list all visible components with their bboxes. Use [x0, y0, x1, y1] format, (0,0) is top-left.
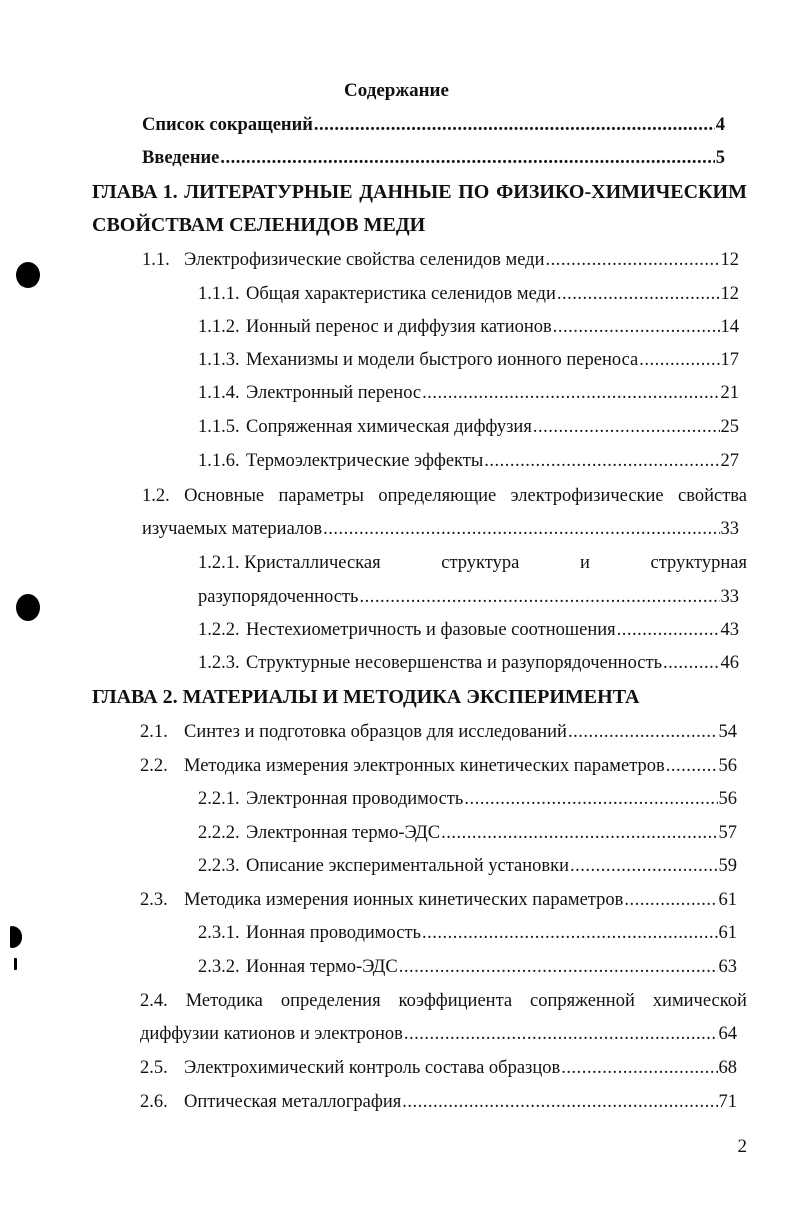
toc-entry-2-5	[140, 1056, 737, 1080]
toc-entry-text: Термоэлектрические эффекты	[246, 451, 484, 471]
toc-entry-text: Оптическая металлография	[184, 1092, 402, 1112]
toc-entry-2-2-1	[198, 787, 737, 811]
dot-leader	[553, 315, 720, 339]
toc-word: структурная	[650, 553, 747, 573]
dot-leader	[441, 821, 717, 845]
toc-word: Основные	[184, 486, 265, 506]
toc-page-number: 4	[715, 115, 725, 135]
toc-page-number: 63	[718, 957, 737, 977]
toc-section-number: 1.2.2.	[198, 620, 240, 640]
toc-page-number: 33	[720, 519, 739, 539]
toc-page-number: 17	[720, 350, 739, 370]
toc-entry-text: Нестехиометричность и фазовые соотношения	[246, 620, 616, 640]
toc-section-number: 2.5.	[140, 1058, 168, 1078]
dot-leader	[533, 415, 720, 439]
toc-entry-1-2-3	[198, 651, 739, 675]
toc-entry-text: разупорядоченность	[198, 587, 359, 607]
dot-leader	[545, 248, 719, 272]
toc-entry-text: Ионная термо-ЭДС	[246, 957, 398, 977]
toc-section-number: 2.2.3.	[198, 856, 240, 876]
toc-page-number: 12	[720, 250, 739, 270]
toc-page-number: 25	[720, 417, 739, 437]
toc-entry-text: Описание экспериментальной установки	[246, 856, 569, 876]
toc-entry-1-1	[142, 248, 739, 272]
dot-leader	[359, 585, 719, 609]
toc-entry-1-1-3	[198, 348, 739, 372]
binder-hole-mark	[16, 262, 40, 288]
toc-page-number: 5	[715, 148, 725, 168]
heading-word: ДАННЫЕ	[359, 181, 452, 203]
toc-entry-1-2-2	[198, 618, 739, 642]
heading-word: ПО	[458, 181, 490, 203]
toc-section-number: 1.1.3.	[198, 350, 240, 370]
dot-leader	[557, 282, 720, 306]
toc-entry-text: Электронный перенос	[246, 383, 422, 403]
toc-entry-2-2-3	[198, 854, 737, 878]
chapter-1-heading-line2: СВОЙСТВАМ СЕЛЕНИДОВ МЕДИ	[92, 214, 426, 236]
scan-speck	[14, 958, 17, 970]
toc-section-number: 1.1.4.	[198, 383, 240, 403]
dot-leader	[570, 854, 718, 878]
dot-leader	[617, 618, 720, 642]
toc-entry-2-2	[140, 754, 737, 778]
toc-page-number: 46	[720, 653, 739, 673]
toc-entry-text: Синтез и подготовка образцов для исследований	[184, 722, 567, 742]
toc-entry-2-2-2	[198, 821, 737, 845]
toc-section-number: 2.2.1.	[198, 789, 240, 809]
dot-leader	[639, 348, 719, 372]
dot-leader	[402, 1090, 717, 1114]
toc-word: параметры	[278, 486, 364, 506]
toc-entry-text: Электрохимический контроль состава образцов	[184, 1058, 561, 1078]
toc-entry-text: Электронная проводимость	[246, 789, 464, 809]
toc-entry-text: Сопряженная химическая диффузия	[246, 417, 532, 437]
toc-entry-text: Методика измерения электронных кинетических параметров	[184, 756, 665, 776]
toc-entry-2-4-line2	[140, 1022, 737, 1046]
toc-section-number: 2.6.	[140, 1092, 168, 1112]
toc-word: химической	[652, 991, 747, 1011]
page-number: 2	[737, 1136, 747, 1157]
toc-section-number: 1.2.3.	[198, 653, 240, 673]
toc-entry-2-3	[140, 888, 737, 912]
toc-entry-1-1-2	[198, 315, 739, 339]
dot-leader	[561, 1056, 717, 1080]
dot-leader	[624, 888, 717, 912]
toc-entry-abbreviations	[142, 113, 725, 137]
toc-page-number: 71	[718, 1092, 737, 1112]
toc-section-number: 1.1.	[142, 250, 170, 270]
toc-page-number: 43	[720, 620, 739, 640]
binder-hole-mark	[10, 926, 22, 948]
toc-entry-text: Ионный перенос и диффузия катионов	[246, 317, 552, 337]
dot-leader	[314, 113, 715, 137]
toc-page-number: 59	[718, 856, 737, 876]
toc-entry-1-1-4	[198, 381, 739, 405]
toc-entry-introduction	[142, 146, 725, 170]
toc-page-number: 57	[718, 823, 737, 843]
dot-leader	[568, 720, 718, 744]
dot-leader	[220, 146, 714, 170]
toc-word: и	[579, 553, 590, 573]
heading-word: ГЛАВА 1.	[92, 181, 178, 203]
toc-entry-text: Электрофизические свойства селенидов меди	[184, 250, 545, 270]
toc-entry-text: изучаемых материалов	[142, 519, 323, 539]
toc-entry-2-6	[140, 1090, 737, 1114]
toc-entry-text: Структурные несовершенства и разупорядоченность	[246, 653, 663, 673]
toc-page-number: 64	[718, 1024, 737, 1044]
toc-entry-text: диффузии катионов и электронов	[140, 1024, 403, 1044]
dot-leader	[399, 955, 718, 979]
dot-leader	[663, 651, 719, 675]
toc-entry-text: Общая характеристика селенидов меди	[246, 284, 556, 304]
toc-page-number: 14	[720, 317, 739, 337]
dot-leader	[404, 1022, 718, 1046]
chapter-1-heading-line1	[92, 179, 747, 205]
toc-section-number: 1.1.2.	[198, 317, 240, 337]
toc-entry-text: Электронная термо-ЭДС	[246, 823, 441, 843]
toc-section-number: 1.1.5.	[198, 417, 240, 437]
chapter-2-heading: ГЛАВА 2. МАТЕРИАЛЫ И МЕТОДИКА ЭКСПЕРИМЕНТА	[92, 686, 640, 708]
toc-section-number: 2.3.	[140, 890, 168, 910]
toc-section-number: 2.1.	[140, 722, 168, 742]
dot-leader	[422, 921, 718, 945]
toc-entry-1-1-5	[198, 415, 739, 439]
toc-word: 1.2.1. Кристаллическая	[198, 553, 381, 573]
toc-page-number: 21	[720, 383, 739, 403]
toc-word: коэффициента	[398, 991, 513, 1011]
toc-entry-2-4-line1	[140, 989, 747, 1013]
toc-word: структура	[441, 553, 520, 573]
toc-page-number: 27	[720, 451, 739, 471]
toc-entry-1-2-1-line1	[198, 551, 747, 575]
toc-section-number: 2.2.2.	[198, 823, 240, 843]
toc-entry-1-1-6	[198, 449, 739, 473]
toc-page-number: 61	[718, 923, 737, 943]
toc-section-number: 2.3.1.	[198, 923, 240, 943]
toc-entry-2-3-2	[198, 955, 737, 979]
heading-word: ФИЗИКО-ХИМИЧЕСКИМ	[496, 181, 747, 203]
toc-word: 1.2.	[142, 486, 170, 506]
toc-entry-text: Ионная проводимость	[246, 923, 421, 943]
toc-page-number: 33	[720, 587, 739, 607]
dot-leader	[666, 754, 718, 778]
toc-page-number: 56	[718, 756, 737, 776]
dot-leader	[323, 517, 719, 541]
toc-title: Содержание	[344, 80, 449, 101]
toc-entry-1-2-1-line2	[198, 585, 739, 609]
toc-section-number: 1.1.1.	[198, 284, 240, 304]
toc-page-number: 61	[718, 890, 737, 910]
dot-leader	[484, 449, 719, 473]
toc-word: определения	[280, 991, 381, 1011]
toc-word: определяющие	[378, 486, 497, 506]
binder-hole-mark	[16, 594, 40, 621]
toc-page-number: 12	[720, 284, 739, 304]
toc-word: 2.4.	[140, 991, 168, 1011]
dot-leader	[464, 787, 717, 811]
toc-entry-2-3-1	[198, 921, 737, 945]
toc-entry-1-2-line2	[142, 517, 739, 541]
toc-page-number: 68	[718, 1058, 737, 1078]
toc-section-number: 2.3.2.	[198, 957, 240, 977]
toc-entry-text: Методика измерения ионных кинетических параметров	[184, 890, 624, 910]
dot-leader	[422, 381, 719, 405]
toc-page-number: 56	[718, 789, 737, 809]
toc-word: электрофизические	[510, 486, 664, 506]
toc-page-number: 54	[718, 722, 737, 742]
heading-word: ЛИТЕРАТУРНЫЕ	[184, 181, 353, 203]
toc-word: сопряженной	[530, 991, 635, 1011]
toc-entry-1-2-line1	[142, 484, 747, 508]
toc-entry-1-1-1	[198, 282, 739, 306]
toc-word: свойства	[678, 486, 747, 506]
toc-entry-text: Введение	[142, 148, 220, 168]
toc-entry-text: Список сокращений	[142, 115, 313, 135]
toc-section-number: 2.2.	[140, 756, 168, 776]
toc-section-number: 1.1.6.	[198, 451, 240, 471]
toc-entry-text: Механизмы и модели быстрого ионного переноса	[246, 350, 639, 370]
toc-entry-2-1	[140, 720, 737, 744]
toc-word: Методика	[185, 991, 263, 1011]
